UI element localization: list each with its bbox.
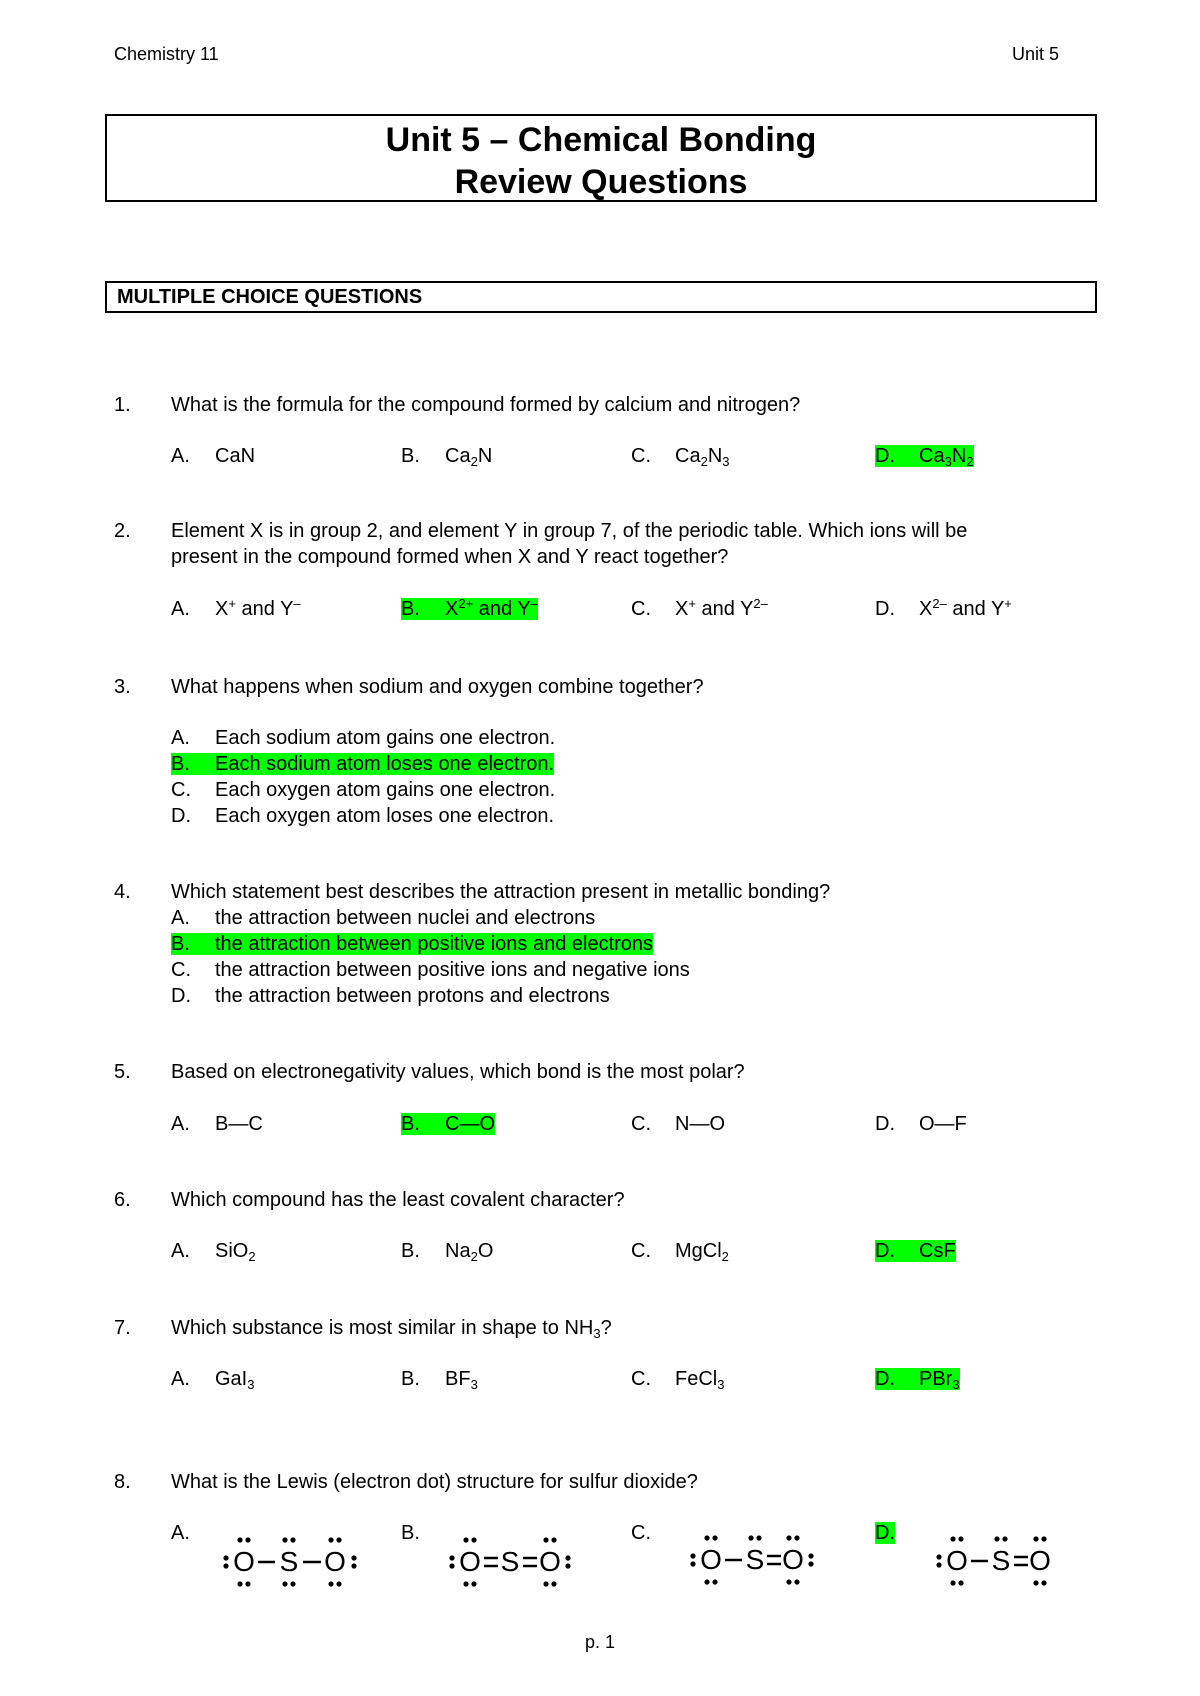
- sulfur-atom: S: [279, 1546, 299, 1577]
- sulfur-atom: S: [500, 1546, 520, 1577]
- q4-option-c[interactable]: C. the attraction between positive ions and negative ions: [171, 959, 690, 981]
- q7-option-c[interactable]: C. FeCl$_3$: [631, 1368, 725, 1392]
- question-text: What happens when sodium and oxygen combine together?: [171, 676, 704, 698]
- q3-option-b[interactable]: B. Each sodium atom loses one electron.: [171, 753, 555, 775]
- page-subtitle: Review Questions: [454, 163, 748, 201]
- q2-option-d[interactable]: D. $X^{2-}$ and Y+: [875, 596, 1012, 620]
- q7-option-d[interactable]: D. PBr$_3$: [875, 1368, 960, 1392]
- question-number: 4.: [114, 881, 131, 903]
- q1-option-d[interactable]: D. $Ca_3N_2$: [875, 445, 974, 469]
- lewis-structure-c[interactable]: [685, 1532, 835, 1586]
- q2-option-b[interactable]: B. $X^{2+}$ and Y–: [401, 596, 538, 620]
- q8-option-b-letter[interactable]: B.: [401, 1522, 420, 1544]
- q5-option-a[interactable]: A. B—C: [171, 1113, 263, 1135]
- lewis-structure-b[interactable]: [444, 1534, 594, 1588]
- q4-option-d[interactable]: D. the attraction between protons and electrons: [171, 985, 610, 1007]
- page-number: p. 1: [584, 1632, 616, 1652]
- question-text: What is the Lewis (electron dot) structure for sulfur dioxide?: [171, 1471, 698, 1493]
- question-4: [0, 879, 1200, 905]
- q1-option-b[interactable]: B. $Ca_2N$: [401, 445, 493, 469]
- q1-option-c[interactable]: C. $Ca_2N_3$: [631, 445, 730, 469]
- question-text: Based on electronegativity values, which bond is the most polar?: [171, 1061, 745, 1083]
- question-6: [0, 1187, 1200, 1213]
- q6-option-d[interactable]: D. CsF: [875, 1240, 956, 1262]
- page-title: Unit 5 – Chemical Bonding: [385, 121, 817, 159]
- lewis-structure-d[interactable]: [930, 1533, 1080, 1587]
- q6-option-b[interactable]: B. $Na_2O$: [401, 1240, 494, 1264]
- question-8: [0, 1469, 1200, 1495]
- question-2: [0, 518, 1200, 570]
- q1-option-a[interactable]: A. CaN: [171, 445, 256, 467]
- sulfur-atom: S: [745, 1544, 765, 1575]
- q4-option-a[interactable]: A. the attraction between nuclei and electrons: [171, 907, 596, 929]
- q5-option-d[interactable]: D. O—F: [875, 1113, 967, 1135]
- question-number: 3.: [114, 676, 131, 698]
- question-number: 8.: [114, 1471, 131, 1493]
- question-5: [0, 1059, 1200, 1085]
- unit-label: Unit 5: [1012, 44, 1060, 64]
- question-7: [0, 1315, 1200, 1341]
- course-label: Chemistry 11: [114, 44, 219, 64]
- question-text: Which substance is most similar in shape to $NH_3$?: [171, 1317, 612, 1341]
- question-text-line2: present in the compound formed when X and Y react together?: [171, 546, 729, 568]
- q3-option-c[interactable]: C. Each oxygen atom gains one electron.: [171, 779, 556, 801]
- sulfur-atom: S: [991, 1545, 1011, 1576]
- question-text: What is the formula for the compound formed by calcium and nitrogen?: [171, 394, 801, 416]
- question-number: 6.: [114, 1189, 131, 1211]
- lewis-structure-a[interactable]: [215, 1534, 365, 1588]
- question-3: [0, 674, 1200, 700]
- q3-option-a[interactable]: A. Each sodium atom gains one electron.: [171, 727, 556, 749]
- oxygen-atom: O: [1029, 1545, 1051, 1576]
- question-text: Which statement best describes the attraction present in metallic bonding?: [171, 881, 831, 903]
- oxygen-atom: O: [700, 1544, 722, 1575]
- q5-option-c[interactable]: C. N—O: [631, 1113, 725, 1135]
- q6-option-c[interactable]: C. MgCl$_2$: [631, 1240, 729, 1264]
- question-number: 1.: [114, 394, 131, 416]
- q8-option-c-letter[interactable]: C.: [631, 1522, 651, 1544]
- q6-option-a[interactable]: A. SiO$_2$: [171, 1240, 256, 1264]
- section-heading: MULTIPLE CHOICE QUESTIONS: [105, 281, 1097, 313]
- question-1: [0, 392, 1200, 418]
- question-text: Which compound has the least covalent character?: [171, 1189, 625, 1211]
- q3-option-d[interactable]: D. Each oxygen atom loses one electron.: [171, 805, 555, 827]
- question-number: 7.: [114, 1317, 131, 1339]
- question-number: 5.: [114, 1061, 131, 1083]
- q2-option-a[interactable]: A. X+ and Y–: [171, 596, 301, 620]
- oxygen-atom: O: [946, 1545, 968, 1576]
- oxygen-atom: O: [539, 1546, 561, 1577]
- title-box: [105, 114, 1097, 202]
- q2-option-c[interactable]: C. X+ and $Y^{2-}$: [631, 596, 768, 620]
- question-number: 2.: [114, 520, 131, 542]
- q7-option-b[interactable]: B. $BF_3$: [401, 1368, 478, 1392]
- q7-option-a[interactable]: A. GaI$_3$: [171, 1368, 255, 1392]
- q5-option-b[interactable]: B. C—O: [401, 1113, 495, 1135]
- oxygen-atom: O: [324, 1546, 346, 1577]
- q8-option-d-letter[interactable]: D.: [875, 1522, 895, 1544]
- q4-option-b[interactable]: B. the attraction between positive ions and electrons: [171, 933, 654, 955]
- oxygen-atom: O: [459, 1546, 481, 1577]
- oxygen-atom: O: [233, 1546, 255, 1577]
- question-text: Element X is in group 2, and element Y in group 7, of the periodic table. Which ions will be: [171, 520, 968, 542]
- q8-option-a-letter[interactable]: A.: [171, 1522, 190, 1544]
- oxygen-atom: O: [782, 1544, 804, 1575]
